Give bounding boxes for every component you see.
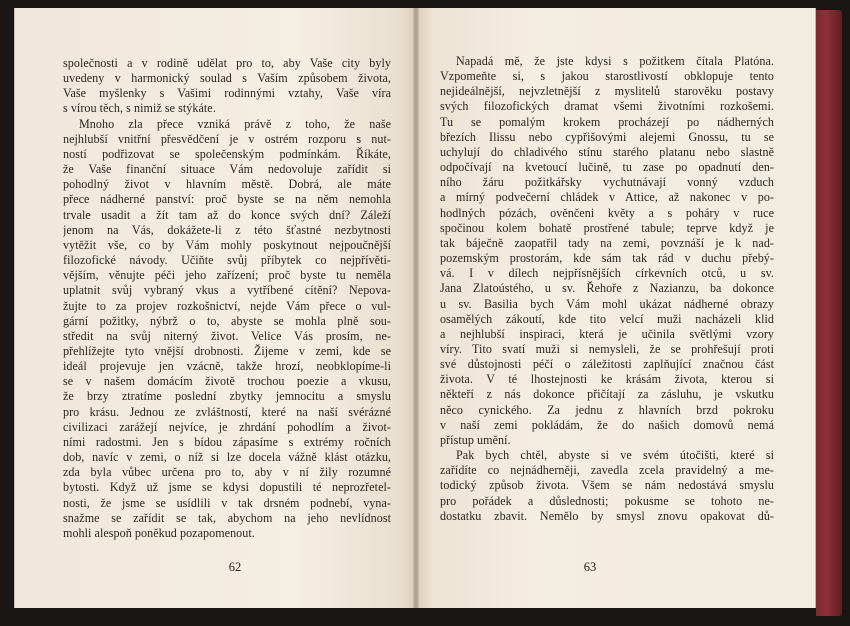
text-line: Vzpomeňte si, s jakou starostlivostí obklopuje tento bbox=[440, 69, 774, 84]
text-line: přehlížejte tyto vnější drobnosti. Žijeme v zemi, kde se bbox=[63, 343, 391, 358]
book-cover-edge bbox=[816, 10, 842, 616]
text-line: ního žáru požitkářsky vychutnávají vonný vzduch bbox=[440, 175, 774, 190]
text-line: gární požitky, nýbrž o to, abyste se mohla plně sou- bbox=[63, 313, 391, 328]
text-line: Napadá mě, že jste kdysi s požitkem čítala Platóna. bbox=[456, 54, 774, 68]
text-line: tak báječně zaopatřil tady na zemi, povznáší je k nad- bbox=[440, 235, 774, 250]
text-line: uplatnit svůj vybraný vkus a vytříbené cítění? Nepova- bbox=[63, 283, 391, 298]
text-line: bytosti. Když už jsme se kdysi dopustili té neprozřetel- bbox=[63, 480, 391, 495]
text-line: Mnoho zla přece vzniká právě z toho, že naše bbox=[79, 116, 391, 131]
text-line: Tu se pomalým krokem procházejí po nádherných bbox=[440, 114, 774, 129]
text-line: ideál projevuje jen vzácně, takže hrozí, neobklopíme-li bbox=[63, 359, 391, 374]
left-page bbox=[14, 8, 416, 608]
text-line: uvedeny v harmonický soulad s Vaším způsobem života, bbox=[63, 71, 391, 86]
text-line: pozemským prostorám, kde sám tak rád v duchu přebý- bbox=[440, 251, 774, 266]
text-line: nejideálnější, nejvzletnější z myslitelů starověku postavy bbox=[440, 84, 774, 99]
text-line: že brzy ztratíme poslední zbytky jemnocitu a smyslu bbox=[63, 389, 391, 404]
text-line: ností podřizovat se společenským podmínkám. Říkáte, bbox=[63, 146, 391, 161]
text-line: uchylují do chladivého stínu starého platanu nebo slastně bbox=[440, 144, 774, 159]
text-line: pro krásu. Jednou ze zvláštností, které na naší svérázné bbox=[63, 404, 391, 419]
text-line: nejhlubší vnitřní přesvědčení je v ostrém rozporu s nut- bbox=[63, 131, 391, 146]
text-line: nosti, že jsme se usídlili v tak drsném podnebí, vyna- bbox=[63, 495, 391, 510]
text-line: zda byla vůbec určena pro to, aby v ní žily rozumné bbox=[63, 465, 391, 480]
text-line: společnosti a v rodině udělat pro to, aby Vaše city byly bbox=[63, 56, 391, 70]
text-line: pro pořádek a důslednosti; pokusme se tohoto ne- bbox=[440, 493, 774, 508]
text-line: a nejhlubší inspiraci, která je učinila světlými vzory bbox=[440, 326, 774, 341]
text-line: že Vaše finanční situace Vám nedovoluje zařídit si bbox=[63, 162, 391, 177]
text-line: filozofické návody. Učiňte svůj příbytek co nejpřívěti- bbox=[63, 253, 391, 268]
text-line: dob, navíc v zemi, o níž si lze docela vážně klást otázku, bbox=[63, 450, 391, 465]
text-line: vějším, věnujte péči jeho zařízení; proč byste tu neměla bbox=[63, 268, 391, 283]
text-line: se v našem domácím životě trochou poezie a vkusu, bbox=[63, 374, 391, 389]
text-line: trvale usadit a žít tam až do konce svých dní? Záleží bbox=[63, 207, 391, 222]
text-line: jenom na Vás, dokážete-li z této šťastné nezbytnosti bbox=[63, 222, 391, 237]
text-line: s vírou těch, s nimiž se stýkáte. bbox=[63, 101, 216, 116]
text-line: hodlných pózách, ověnčeni květy a s poháry v ruce bbox=[440, 205, 774, 220]
text-line: civilizaci zarážejí nejvíce, je zhrdání pohodlím a život- bbox=[63, 419, 391, 434]
text-line: vytěžit vše, co by Vám mohly poskytnout nejpoučnější bbox=[63, 237, 391, 252]
text-line: Vaše myšlenky s Vašimi rodinnými vztahy, Vaše víra bbox=[63, 86, 391, 101]
right-page-number: 63 bbox=[583, 560, 597, 574]
text-line: u sv. Basilia bych Vám mohl ukázat nádherné obrazy bbox=[440, 296, 774, 311]
text-line: březích Ilissu nebo cypřišovými alejemi Gnossu, tu se bbox=[440, 129, 774, 144]
text-line: snažme se zařídit se tak, abychom na jeho nevlídnost bbox=[63, 510, 391, 525]
text-line: žujte to za projev rozkošnictví, nejde Vám přece o vul- bbox=[63, 298, 391, 313]
text-line: mohli alespoň poněkud pozapomenout. bbox=[63, 525, 255, 540]
text-line: někteří z nás dokonce přičítají za zásluhu, je vskutku bbox=[440, 387, 774, 402]
left-page-text bbox=[63, 56, 391, 541]
text-line: todický způsob života. Všem se nám nedostává smyslu bbox=[440, 478, 774, 493]
book-gutter bbox=[413, 8, 419, 608]
text-line: víry. Tito svatí muži si nemysleli, že se prohřešují proti bbox=[440, 341, 774, 356]
text-line: něco cynického. Za jednu z hlavních brzd pokroku bbox=[440, 402, 774, 417]
text-line: přece nádherné panství: proč byste se na něm nemohla bbox=[63, 192, 391, 207]
text-line: středit na svůj niterný život. Velice Vás prosím, ne- bbox=[63, 328, 391, 343]
right-page bbox=[416, 8, 816, 608]
text-line: dostatku zbavit. Nemělo by smysl znovu opakovat dů- bbox=[440, 508, 774, 523]
text-line: ními radostmi. Jen s bídou zápasíme s extrémy ročních bbox=[63, 434, 391, 449]
text-line: Jana Zlatoústého, u sv. Řehoře z Nazianzu, ba dokonce bbox=[440, 281, 774, 296]
text-line: vá. I v dílech nejpřísnějších církevních otců, u sv. bbox=[440, 266, 774, 281]
text-line: Pak bych chtěl, abyste si ve svém útočišti, které si bbox=[456, 448, 774, 463]
text-line: a mírný podvečerní chládek v Attice, až nakonec v po- bbox=[440, 190, 774, 205]
text-line: v naší zemi pokládám, že do našich domovů nemá bbox=[440, 417, 774, 432]
text-line: svých filozofických dramat všemi životními rozkošemi. bbox=[440, 99, 774, 114]
left-page-number: 62 bbox=[228, 560, 242, 574]
text-line: přístup umění. bbox=[440, 432, 511, 447]
text-line: odpočívají na kvetoucí lučině, tu zase po opadnutí den- bbox=[440, 160, 774, 175]
text-line: života. V té lhostejnosti ke krásám života, kterou si bbox=[440, 372, 774, 387]
right-page-text bbox=[440, 54, 774, 524]
text-line: zařídíte co nejnádherněji, zavedla zcela pravidelný a me- bbox=[440, 463, 774, 478]
text-line: osamělých zákoutí, kde tito velcí muži nacházeli klid bbox=[440, 311, 774, 326]
text-line: pohodlný život v hlavním městě. Dobrá, ale máte bbox=[63, 177, 391, 192]
open-book bbox=[6, 8, 842, 620]
text-line: své důstojnosti péčí o záležitosti zaplňující značnou část bbox=[440, 357, 774, 372]
text-line: spočinou kolem bohatě prostřené tabule; teprve když je bbox=[440, 220, 774, 235]
